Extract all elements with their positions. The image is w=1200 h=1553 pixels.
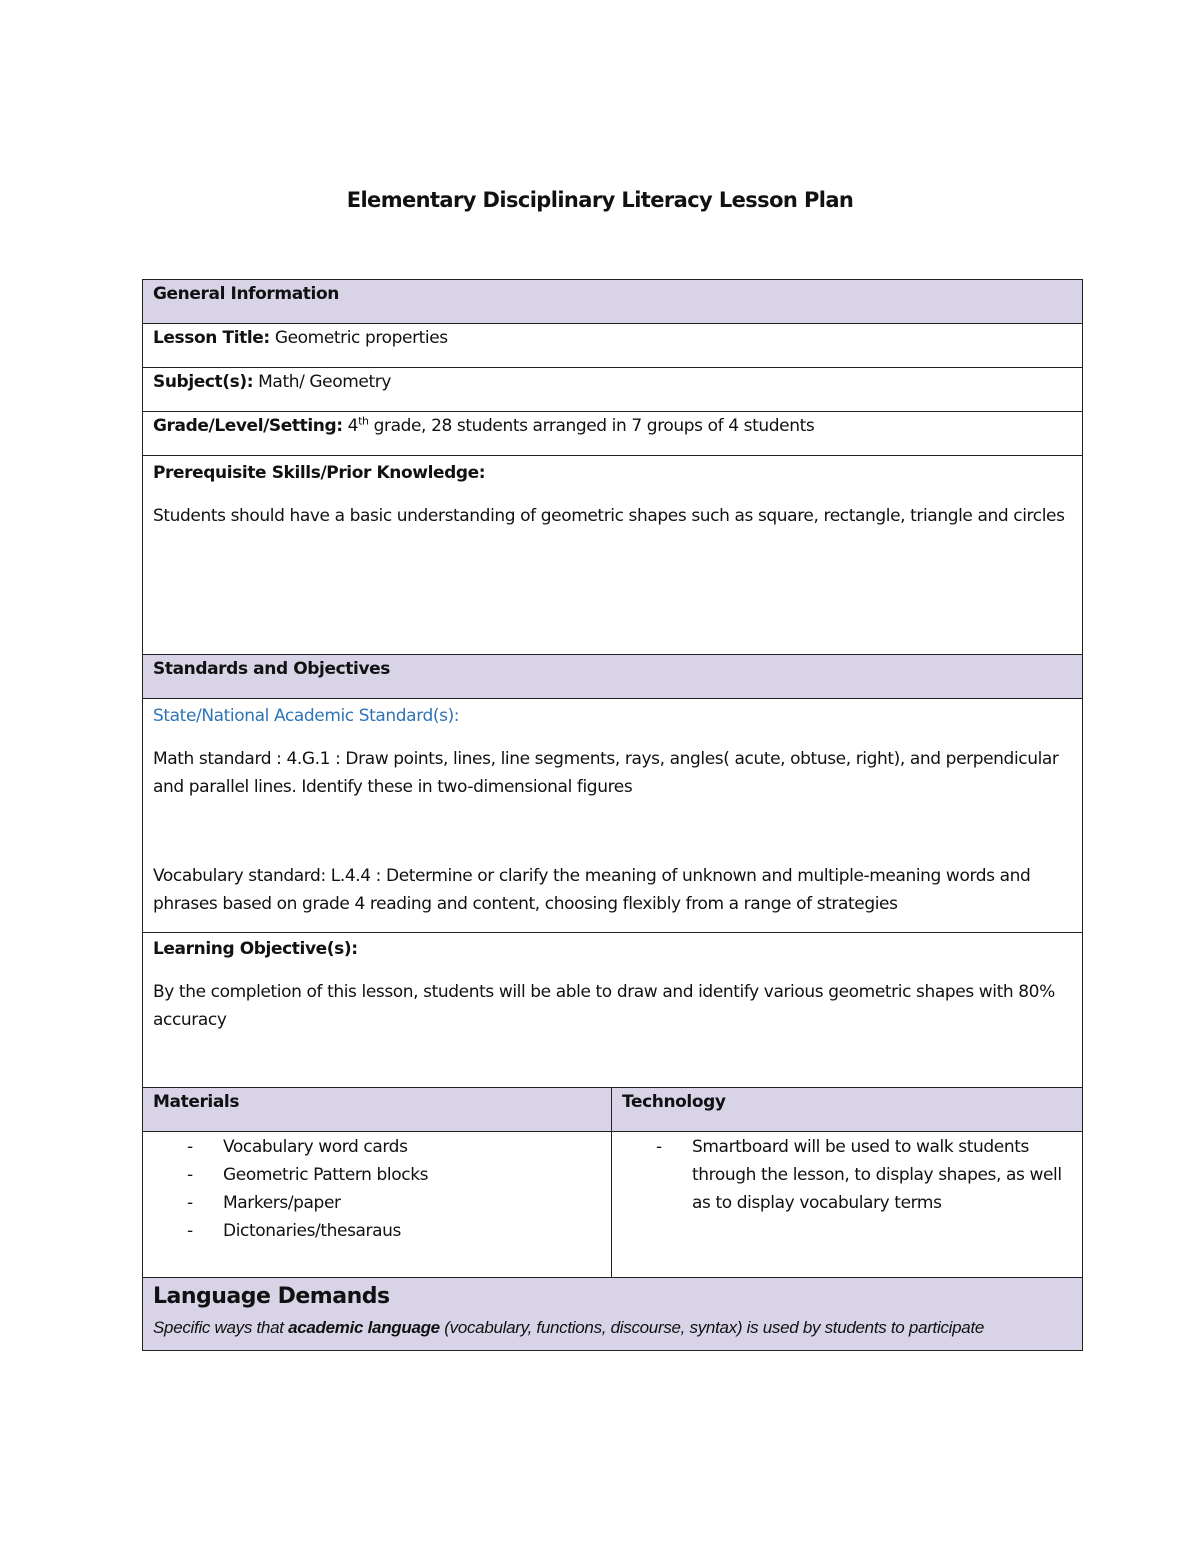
prerequisite-text: Students should have a basic understanding of geometric shapes such as square, rectangle, triangle and circles <box>153 506 1065 526</box>
list-item: - Dictonaries/thesaraus <box>187 1221 401 1241</box>
materials-technology-header-row <box>143 1088 1083 1132</box>
technology-list <box>622 1133 1072 1217</box>
general-information-header-row <box>143 280 1083 324</box>
learning-objective-row <box>143 933 1083 1088</box>
language-demands-intro: Specific ways that academic language (vocabulary, functions, discourse, syntax) is used by students to participate <box>153 1318 985 1337</box>
list-item: - Geometric Pattern blocks <box>187 1165 429 1185</box>
list-item: - Vocabulary word cards <box>187 1137 408 1157</box>
academic-standards-row <box>143 699 1083 933</box>
materials-technology-row <box>143 1132 1083 1278</box>
lesson-title-label: Lesson Title: <box>153 328 270 348</box>
lesson-title-value: Geometric properties <box>274 328 448 348</box>
subject-row <box>143 368 1083 412</box>
document-title: Elementary Disciplinary Literacy Lesson Plan <box>346 188 854 212</box>
learning-objective-text: By the completion of this lesson, students will be able to draw and identify various geometric shapes with 80% accuracy <box>153 982 1055 1030</box>
list-item: - Markers/paper <box>187 1193 341 1213</box>
prerequisite-label: Prerequisite Skills/Prior Knowledge: <box>153 463 486 483</box>
grade-row <box>143 412 1083 456</box>
list-item: - Smartboard will be used to walk students through the lesson, to display shapes, as well as to display vocabulary terms <box>656 1137 1062 1213</box>
language-demands-row <box>143 1278 1083 1351</box>
grade-value: grade, 28 students arranged in 7 groups of 4 students <box>373 416 815 436</box>
vocabulary-standard-text: Vocabulary standard: L.4.4 : Determine or clarify the meaning of unknown and multiple-meaning words and phrases based on grade 4 reading and content, choosing flexibly from a range of strategies <box>153 866 1031 914</box>
academic-standards-label: State/National Academic Standard(s): <box>153 706 460 726</box>
materials-list <box>153 1133 601 1245</box>
subject-value: Math/ Geometry <box>258 372 391 392</box>
grade-number: 4 <box>347 416 359 436</box>
grade-suffix: th <box>358 414 369 428</box>
standards-header-row <box>143 655 1083 699</box>
materials-heading: Materials <box>143 1088 612 1132</box>
lesson-title-row <box>143 324 1083 368</box>
prerequisite-row <box>143 456 1083 655</box>
subject-label: Subject(s): <box>153 372 254 392</box>
technology-heading: Technology <box>612 1088 1083 1132</box>
lesson-plan-table <box>142 279 1083 1351</box>
language-demands-heading: Language Demands <box>153 1284 390 1309</box>
learning-objective-label: Learning Objective(s): <box>153 939 358 959</box>
grade-label: Grade/Level/Setting: <box>153 416 343 436</box>
math-standard-text: Math standard : 4.G.1 : Draw points, lines, line segments, rays, angles( acute, obtuse, right), and perpendicular and parallel lines. Identify these in two-dimensional figures <box>153 749 1059 797</box>
general-information-heading: General Information <box>143 280 1083 324</box>
standards-heading: Standards and Objectives <box>143 655 1083 699</box>
